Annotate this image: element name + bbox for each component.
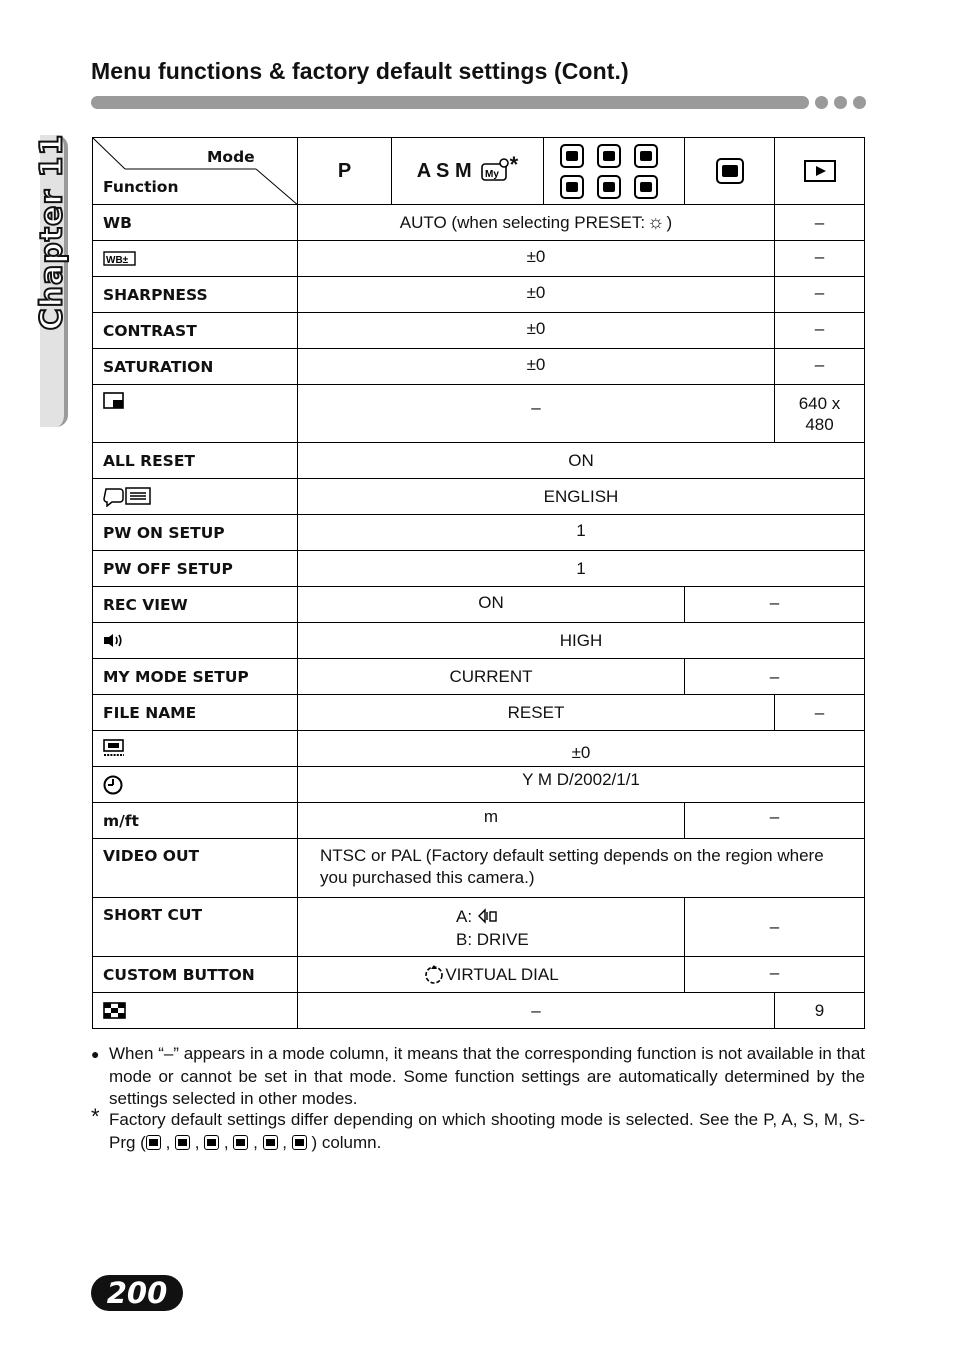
video-out-label: VIDEO OUT bbox=[103, 847, 200, 865]
saturation-playback bbox=[774, 348, 865, 385]
file-name-value bbox=[297, 694, 775, 731]
note-2-end: ) column. bbox=[311, 1132, 382, 1152]
function-wb-compensation bbox=[92, 240, 298, 277]
function-wb bbox=[92, 204, 298, 241]
function-saturation bbox=[92, 348, 298, 385]
settings-table bbox=[92, 137, 865, 1029]
landscape-portrait-icon bbox=[560, 175, 584, 199]
saturation-label: SATURATION bbox=[103, 358, 214, 376]
saturation-text: ±0 bbox=[526, 355, 546, 374]
chapter-label: Chapter 11 bbox=[34, 133, 70, 331]
function-index-display bbox=[92, 992, 298, 1029]
custom-button-mp-text: – bbox=[769, 963, 780, 982]
rec-view-label: REC VIEW bbox=[103, 596, 188, 614]
function-pw-off-setup bbox=[92, 550, 298, 587]
mft-value bbox=[297, 802, 685, 839]
wb-label: WB bbox=[103, 214, 132, 232]
file-name-label: FILE NAME bbox=[103, 704, 197, 722]
wb-comp-play-text: – bbox=[814, 247, 825, 266]
self-portrait-icon bbox=[292, 1135, 307, 1150]
mft-movie-playback bbox=[684, 802, 865, 839]
file-name-playback bbox=[774, 694, 865, 731]
monitor-brightness-icon bbox=[103, 739, 125, 757]
short-cut-label: SHORT CUT bbox=[103, 906, 203, 924]
function-my-mode-setup bbox=[92, 658, 298, 695]
svg-text:WB±: WB± bbox=[106, 255, 129, 266]
wb-compensation-icon bbox=[103, 251, 137, 267]
short-cut-b-text: B: DRIVE bbox=[456, 930, 529, 949]
monitor-value bbox=[297, 730, 865, 767]
function-label: Function bbox=[103, 178, 179, 196]
pw-on-text: 1 bbox=[576, 521, 586, 540]
note-bullet-1 bbox=[91, 1043, 111, 1066]
wb-compensation-playback bbox=[774, 240, 865, 277]
function-monitor-brightness bbox=[92, 730, 298, 767]
wb-value-text: AUTO (when selecting PRESET: bbox=[399, 212, 646, 232]
image-size-value bbox=[297, 384, 775, 443]
function-pw-on-setup bbox=[92, 514, 298, 551]
beep-value bbox=[297, 622, 865, 659]
custom-button-value bbox=[297, 956, 685, 993]
index-text: – bbox=[531, 1000, 541, 1020]
wb-playback-value bbox=[774, 204, 865, 241]
sports-icon bbox=[597, 175, 621, 199]
pw-on-value bbox=[297, 514, 865, 551]
my-mode-mp-text: – bbox=[769, 666, 780, 686]
wb-value-end: ) bbox=[666, 212, 673, 232]
rec-view-text: ON bbox=[478, 593, 504, 612]
title-rule-dot bbox=[834, 96, 847, 109]
col-header-asm bbox=[391, 137, 544, 205]
beep-icon bbox=[103, 633, 125, 649]
clock-value bbox=[297, 766, 865, 803]
index-value bbox=[297, 992, 775, 1029]
contrast-label: CONTRAST bbox=[103, 322, 197, 340]
beep-text: HIGH bbox=[559, 630, 603, 650]
title-rule bbox=[91, 96, 809, 109]
note-2: Factory default settings differ depending on which shooting mode is selected. See the P, A, S, M, S-Prg ( , , , , , ) column. bbox=[109, 1110, 865, 1152]
pw-on-label: PW ON SETUP bbox=[103, 524, 225, 542]
my-mode-icon bbox=[480, 158, 510, 184]
function-all-reset bbox=[92, 442, 298, 479]
monitor-text: ±0 bbox=[571, 742, 591, 762]
wb-play-text: – bbox=[814, 212, 825, 232]
self-portrait-icon bbox=[634, 175, 658, 199]
image-size-icon bbox=[103, 392, 125, 410]
image-size-playback bbox=[774, 384, 865, 443]
function-custom-button bbox=[92, 956, 298, 993]
all-reset-text: ON bbox=[568, 450, 594, 470]
mft-label: m/ft bbox=[103, 812, 139, 830]
short-cut-mp-text: – bbox=[769, 917, 780, 936]
note-1-text: When “–” appears in a mode column, it means that the corresponding function is not available in that mode or cannot be set in that mode. Some function settings are automatically determined by the settings selected in other modes. bbox=[109, 1044, 865, 1108]
pw-off-text: 1 bbox=[576, 558, 586, 578]
note-asterisk bbox=[91, 1106, 100, 1129]
night-scene-icon bbox=[175, 1135, 190, 1150]
wb-compensation-value bbox=[297, 240, 775, 277]
function-image-size bbox=[92, 384, 298, 443]
wb-value bbox=[297, 204, 775, 241]
image-size-text: – bbox=[531, 397, 541, 417]
short-cut-a-text: A: bbox=[456, 907, 477, 926]
saturation-play-text: – bbox=[814, 355, 825, 374]
index-playback bbox=[774, 992, 865, 1029]
asm-asterisk: * bbox=[509, 152, 519, 177]
clock-text: Y M D/2002/1/1 bbox=[522, 770, 640, 789]
col-asm-label: A S M bbox=[416, 159, 472, 182]
svg-text:My: My bbox=[484, 169, 499, 180]
function-contrast bbox=[92, 312, 298, 349]
contrast-playback bbox=[774, 312, 865, 349]
col-header-scenes bbox=[543, 137, 685, 205]
mode-function-header bbox=[92, 137, 298, 205]
sharpness-value bbox=[297, 276, 775, 313]
contrast-text: ±0 bbox=[526, 319, 546, 338]
col-header-playback bbox=[774, 137, 865, 205]
wb-comp-text: ±0 bbox=[526, 247, 546, 266]
video-out-text: NTSC or PAL (Factory default setting depends on the region where you purchased this camera.) bbox=[320, 846, 824, 887]
index-play-text: 9 bbox=[814, 1000, 825, 1020]
playback-icon bbox=[804, 160, 836, 182]
rec-view-movie-playback bbox=[684, 586, 865, 623]
landscape-portrait-icon bbox=[233, 1135, 248, 1150]
movie-icon bbox=[716, 158, 744, 184]
portrait-icon bbox=[560, 144, 584, 168]
function-beep bbox=[92, 622, 298, 659]
landscape-icon bbox=[634, 144, 658, 168]
all-reset-label: ALL RESET bbox=[103, 452, 195, 470]
saturation-value bbox=[297, 348, 775, 385]
title-rule-dot bbox=[853, 96, 866, 109]
contrast-value bbox=[297, 312, 775, 349]
all-reset-value bbox=[297, 442, 865, 479]
function-clock bbox=[92, 766, 298, 803]
custom-button-movie-playback bbox=[684, 956, 865, 993]
virtual-dial-icon bbox=[423, 964, 445, 986]
sharpness-playback bbox=[774, 276, 865, 313]
language-value bbox=[297, 478, 865, 515]
short-cut-value bbox=[297, 897, 685, 957]
function-file-name bbox=[92, 694, 298, 731]
page-title: Menu functions & factory default settings (Cont.) bbox=[91, 58, 629, 84]
function-short-cut bbox=[92, 897, 298, 957]
mft-mp-text: – bbox=[769, 807, 780, 826]
clock-icon bbox=[103, 775, 125, 797]
col-header-p bbox=[297, 137, 392, 205]
landscape-icon bbox=[204, 1135, 219, 1150]
col-p-label: P bbox=[337, 159, 352, 182]
my-mode-label: MY MODE SETUP bbox=[103, 668, 249, 686]
col-header-movie bbox=[684, 137, 775, 205]
sharpness-text: ±0 bbox=[526, 283, 546, 302]
night-scene-icon bbox=[597, 144, 621, 168]
function-rec-view bbox=[92, 586, 298, 623]
asterisk-symbol: * bbox=[91, 1104, 100, 1129]
pw-off-label: PW OFF SETUP bbox=[103, 560, 233, 578]
my-mode-movie-playback bbox=[684, 658, 865, 695]
function-m-ft bbox=[92, 802, 298, 839]
note-1 bbox=[109, 1043, 865, 1111]
video-out-value bbox=[297, 838, 865, 898]
page-number: 200 bbox=[91, 1275, 183, 1311]
function-language bbox=[92, 478, 298, 515]
language-icon bbox=[103, 485, 153, 507]
custom-button-text: VIRTUAL DIAL bbox=[445, 964, 559, 984]
index-display-icon bbox=[103, 1002, 127, 1020]
language-text: ENGLISH bbox=[543, 486, 619, 506]
image-size-play-text: 640 x 480 bbox=[798, 393, 841, 434]
function-video-out bbox=[92, 838, 298, 898]
note-2-text: Factory default settings differ depending on which shooting mode is selected. See the P, A, S, M, S-Prg ( bbox=[109, 1110, 865, 1152]
short-cut-movie-playback bbox=[684, 897, 865, 957]
bullet-symbol: ● bbox=[91, 1046, 100, 1062]
file-name-play-text: – bbox=[814, 702, 825, 722]
my-mode-text: CURRENT bbox=[449, 666, 533, 686]
mode-label: Mode bbox=[207, 148, 255, 166]
my-mode-value bbox=[297, 658, 685, 695]
rec-view-mp-text: – bbox=[769, 593, 780, 612]
title-rule-dot bbox=[815, 96, 828, 109]
sharpness-label: SHARPNESS bbox=[103, 286, 208, 304]
contrast-play-text: – bbox=[814, 319, 825, 338]
preset-sun-icon: ☼ bbox=[647, 211, 665, 233]
portrait-icon bbox=[146, 1135, 161, 1150]
mft-text: m bbox=[483, 807, 499, 826]
function-sharpness bbox=[92, 276, 298, 313]
file-name-text: RESET bbox=[507, 702, 565, 722]
rec-view-value bbox=[297, 586, 685, 623]
drive-mode-icon bbox=[477, 908, 499, 924]
sports-icon bbox=[263, 1135, 278, 1150]
sharpness-play-text: – bbox=[814, 283, 825, 302]
custom-button-label: CUSTOM BUTTON bbox=[103, 966, 255, 984]
pw-off-value bbox=[297, 550, 865, 587]
